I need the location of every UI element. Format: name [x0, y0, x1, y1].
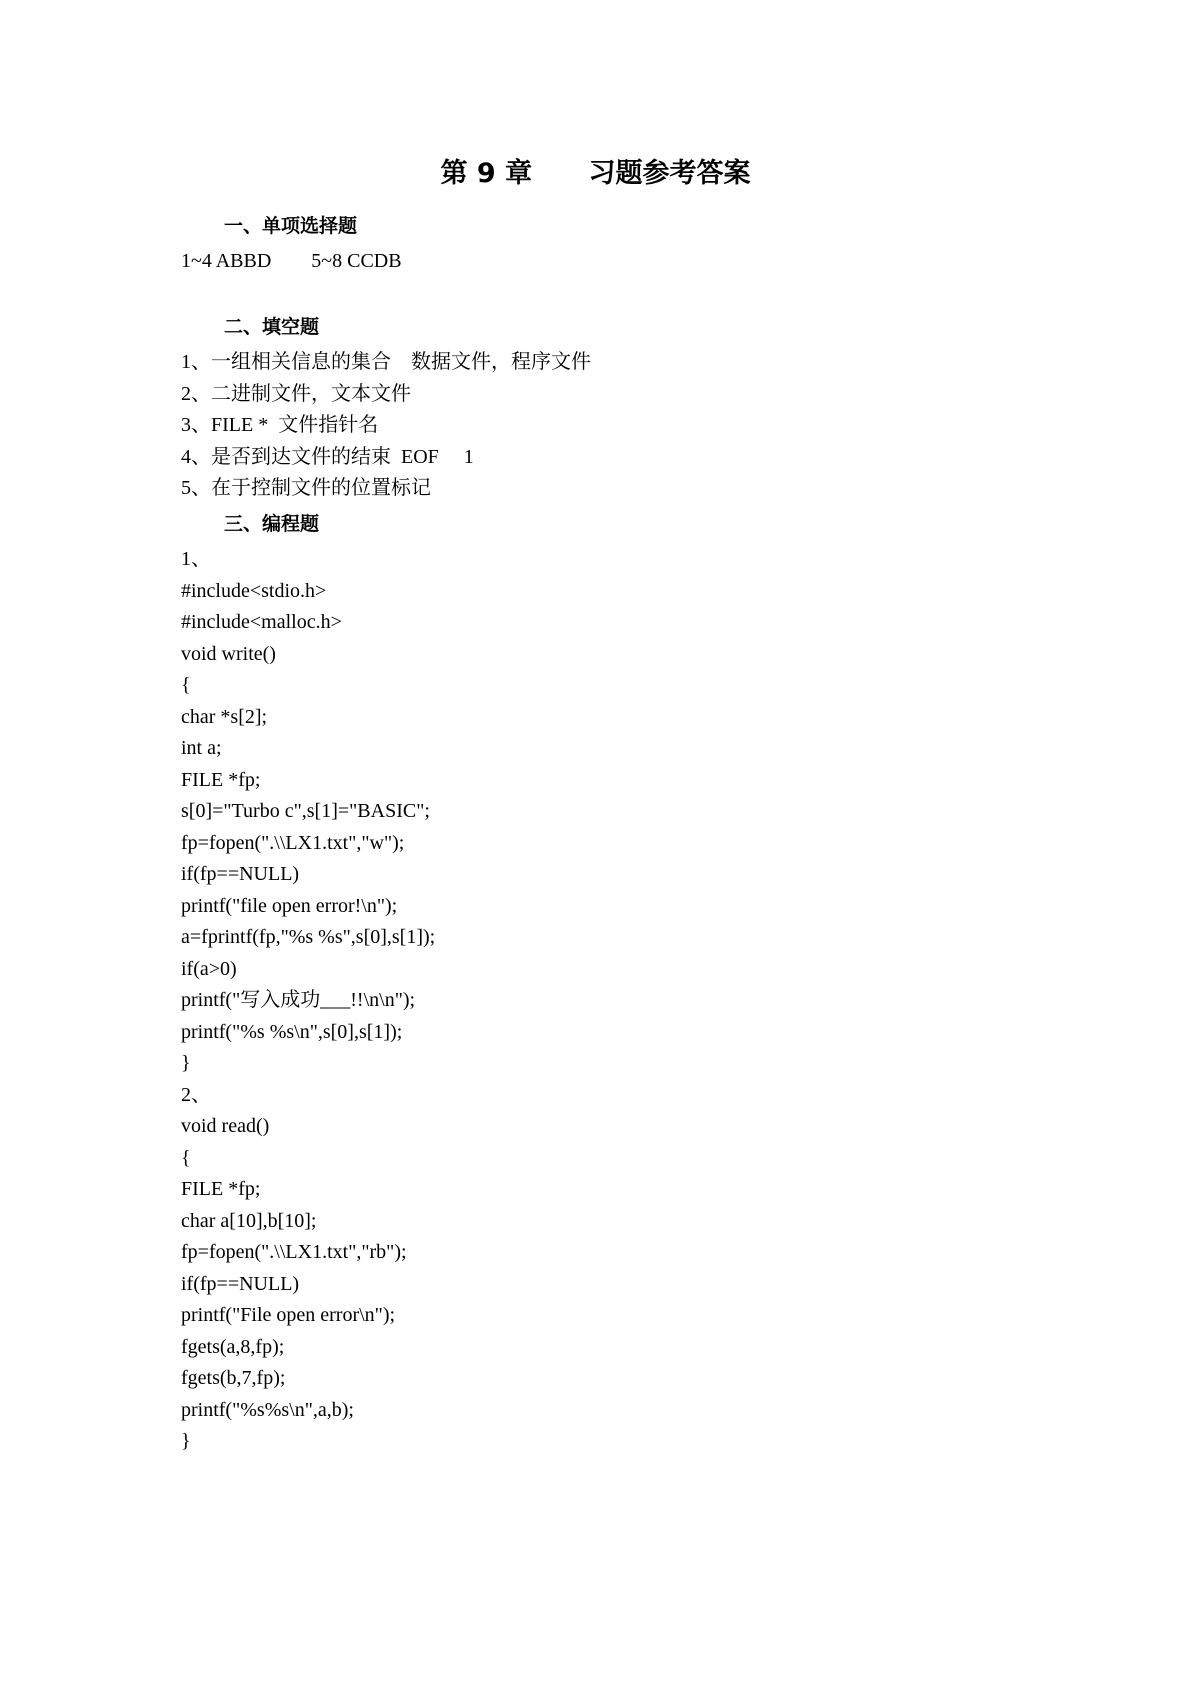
code-line: #include<stdio.h> — [181, 580, 327, 602]
code-line: printf("%s%s\n",a,b); — [181, 1399, 354, 1421]
fill-blank-answer: 3、FILE * 文件指针名 — [181, 414, 379, 436]
fill-blank-answer: 5、在于控制文件的位置标记 — [181, 477, 431, 499]
code-line: fgets(a,8,fp); — [181, 1336, 285, 1358]
code-line: if(a>0) — [181, 958, 237, 980]
code-line: #include<malloc.h> — [181, 611, 342, 633]
code-line: printf("%s %s\n",s[0],s[1]); — [181, 1021, 403, 1043]
code-line: char a[10],b[10]; — [181, 1210, 317, 1232]
code-line: if(fp==NULL) — [181, 1273, 300, 1295]
code-line: } — [181, 1052, 191, 1074]
code-line: fp=fopen(".\\LX1.txt","rb"); — [181, 1241, 407, 1263]
section-heading-fill-blank: 二、填空题 — [224, 316, 320, 338]
code-line: { — [181, 1147, 191, 1169]
code-line: FILE *fp; — [181, 769, 261, 791]
code-line: { — [181, 674, 191, 696]
code-line: 1、 — [181, 548, 211, 570]
code-line: 2、 — [181, 1084, 211, 1106]
code-line: printf("File open error\n"); — [181, 1304, 396, 1326]
fill-blank-answer: 2、二进制文件，文本文件 — [181, 383, 411, 405]
page-title: 第 9 章 习题参考答案 — [440, 158, 751, 189]
code-line: fp=fopen(".\\LX1.txt","w"); — [181, 832, 405, 854]
code-line: void read() — [181, 1115, 270, 1137]
code-line: int a; — [181, 737, 222, 759]
fill-blank-answer: 4、是否到达文件的结束 EOF 1 — [181, 446, 474, 468]
code-line: s[0]="Turbo c",s[1]="BASIC"; — [181, 800, 430, 822]
code-line: FILE *fp; — [181, 1178, 261, 1200]
code-line: if(fp==NULL) — [181, 863, 300, 885]
fill-blank-answer: 1、一组相关信息的集合 数据文件，程序文件 — [181, 351, 591, 373]
code-line: printf("写入成功___!!\n\n"); — [181, 989, 416, 1011]
code-line: char *s[2]; — [181, 706, 268, 728]
code-line: fgets(b,7,fp); — [181, 1367, 286, 1389]
section-heading-multiple-choice: 一、单项选择题 — [224, 215, 358, 237]
section-heading-programming: 三、编程题 — [224, 513, 320, 535]
code-line: a=fprintf(fp,"%s %s",s[0],s[1]); — [181, 926, 436, 948]
code-line: printf("file open error!\n"); — [181, 895, 398, 917]
multiple-choice-answers: 1~4 ABBD 5~8 CCDB — [181, 250, 402, 272]
code-line: void write() — [181, 643, 276, 665]
code-line: } — [181, 1430, 191, 1452]
